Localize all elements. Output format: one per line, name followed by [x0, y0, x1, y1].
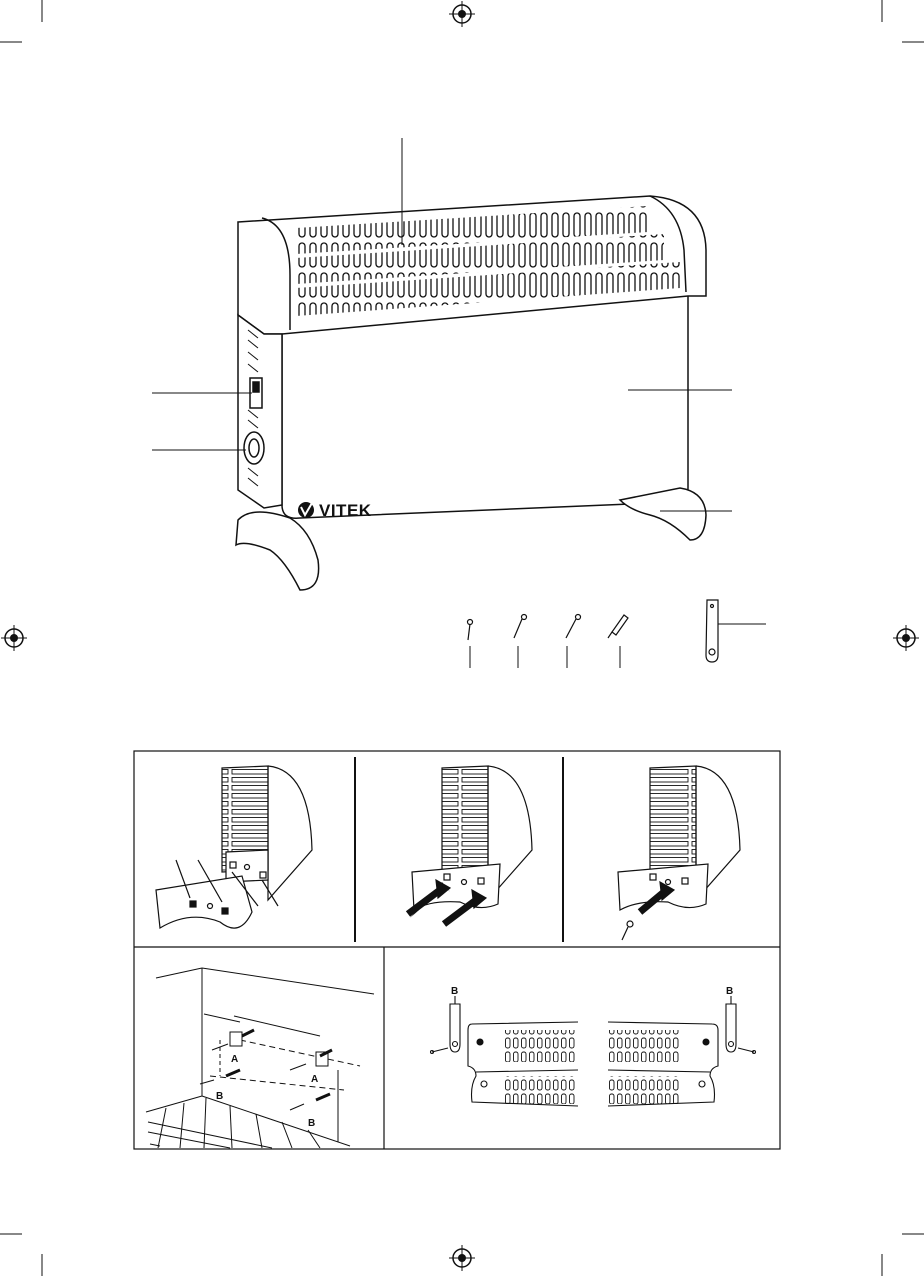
install-step-brackets [431, 996, 756, 1106]
left-foot [236, 512, 319, 590]
heater-illustration [152, 138, 732, 590]
screw-icon [468, 620, 473, 641]
wall-bracket-icon [706, 600, 718, 662]
thermostat-knob [244, 432, 264, 464]
label-a: A [231, 1054, 239, 1065]
floor-tiles [148, 1098, 320, 1148]
label-a: A [311, 1074, 319, 1085]
label-b: B [308, 1118, 316, 1129]
label-b: B [216, 1091, 224, 1102]
install-step-1 [156, 766, 312, 928]
wall-plug-icon [608, 615, 628, 638]
install-step-2 [408, 766, 532, 924]
screw-icon [514, 615, 527, 639]
registration-mark-icon [449, 1, 475, 27]
screw-icon [566, 615, 581, 639]
label-b: B [726, 986, 734, 997]
vitek-logo-icon [298, 502, 314, 518]
label-b: B [451, 986, 459, 997]
registration-mark-icon [893, 625, 919, 651]
screw-icon [200, 1044, 228, 1084]
brand-logo-text: VITEK [319, 501, 372, 520]
registration-mark-icon [1, 625, 27, 651]
registration-mark-icon [449, 1245, 475, 1271]
screw-icon [290, 1064, 306, 1110]
install-step-wall [146, 968, 374, 1148]
install-step-3 [618, 766, 740, 940]
accessories [468, 600, 767, 668]
screw-icon [622, 921, 633, 940]
